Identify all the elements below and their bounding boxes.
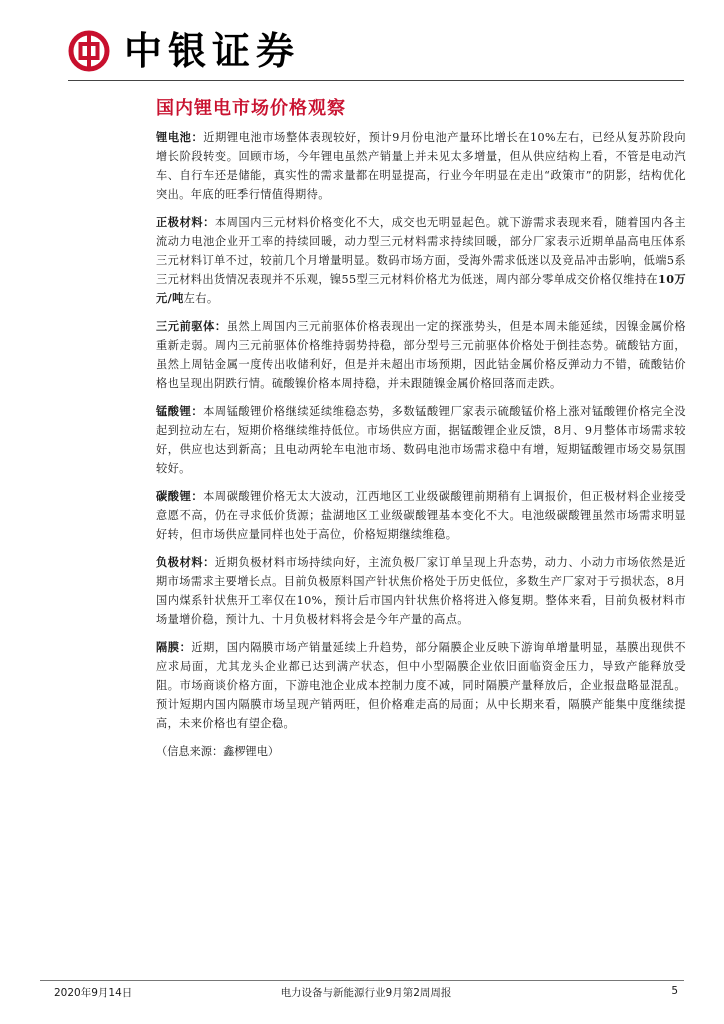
section-lmo xyxy=(156,402,686,478)
section-battery xyxy=(156,128,686,204)
section-cathode xyxy=(156,213,686,308)
brand-logo xyxy=(68,28,300,74)
footer-date: 2020年9月14日 xyxy=(54,987,133,999)
page-title: 国内锂电市场价格观察 xyxy=(156,98,346,119)
section-text: 近期负极材料市场持续向好，主流负极厂家订单呈现上升态势，动力、小动力市场依然是近期市场需求主要增长点。目前负极原料国产针状焦价格处于历史低位，多数生产厂家对于亏损状态，8月国内煤系针状焦开工率仅在10%，预计后市国内针状焦价格将进入修复期。整体来看，目前负极材料市场量增价稳，预计九、十月负极材料将会是今年产量的高点。 xyxy=(156,556,686,626)
section-separator xyxy=(156,638,686,733)
section-text: 本周国内三元材料价格变化不大，成交也无明显起色。就下游需求表现来看，随着国内各主流动力电池企业开工率的持续回暖，动力型三元材料需求持续回暖，部分厂家表示近期单晶高电压体系三元材料订单不过，较前几个月增量明显。数码市场方面，受海外需求低迷以及竞品冲击影响，低端5系三元材料出货情况表现并不乐观，镍55型三元材料价格尤为低迷，周内部分零单成交价格仅维持在 xyxy=(156,216,686,286)
section-text: 近期，国内隔膜市场产销量延续上升趋势，部分隔膜企业反映下游询单增量明显，基膜出现供不应求局面，尤其龙头企业都已达到满产状态，但中小型隔膜企业依旧面临资金压力，导致产能释放受阻。市场商谈价格方面，下游电池企业成本控制力度不减，同时隔膜产量释放后，企业报盘略显混乱。预计短期内国内隔膜市场呈现产销两旺，但价格难走高的局面；从中长期来看，隔膜产能集中度继续提高，未来价格也有望企稳。 xyxy=(156,641,687,730)
section-label: 三元前驱体： xyxy=(156,320,227,333)
section-text: 虽然上周国内三元前驱体价格表现出一定的探涨势头，但是本周未能延续，因镍金属价格重新走弱。周内三元前驱体价格维持弱势持稳，部分型号三元前驱体价格处于倒挂态势。硫酸钴方面，虽然上周钴金属一度传出收储利好，但是并未超出市场预期，因此钴金属价格反弹动力不错，硫酸钴价格也呈现出阴跌行情。硫酸镍价格本周持稳，并未跟随镍金属价格回落而走跌。 xyxy=(156,320,686,390)
section-text: 近期锂电池市场整体表现较好，预计9月份电池产量环比增长在10%左右，已经从复苏阶段向增长阶段转变。回顾市场，今年锂电虽然产销量上并未见太多增量，但从供应结构上看，不管是电动汽车、自行车还是储能，真实性的需求量都在明显提高，行业今年明显在走出“政策市”的阴影，结构优化突出。年底的旺季行情值得期待。 xyxy=(156,131,686,201)
brand-name: 中银证券 xyxy=(124,29,301,73)
header-divider xyxy=(68,80,684,81)
section-text-tail: 左右。 xyxy=(183,292,219,305)
page-number: 5 xyxy=(671,985,678,997)
section-label: 锂电池： xyxy=(156,131,204,144)
page-footer xyxy=(54,985,678,1001)
section-label: 碳酸锂： xyxy=(156,490,204,503)
section-label: 隔膜： xyxy=(156,641,192,654)
price-highlight: 10万元/吨 xyxy=(156,272,686,305)
section-text: 本周锰酸锂价格继续延续维稳态势，多数锰酸锂厂家表示硫酸锰价格上涨对锰酸锂价格完全没起到拉动左右，短期价格继续维持低位。市场供应方面，据锰酸锂企业反馈，8月、9月整体市场需求较好，供应也达到新高；且电动两轮车电池市场、数码电池市场需求稳中有增，短期锰酸锂市场交易氛围较好。 xyxy=(156,405,687,475)
section-anode xyxy=(156,553,686,629)
section-precursor xyxy=(156,317,686,393)
source-note: （信息来源：鑫椤锂电） xyxy=(156,745,280,758)
footer-divider xyxy=(40,980,684,981)
section-text: 本周碳酸锂价格无太大波动，江西地区工业级碳酸锂前期稍有上调报价，但正极材料企业接受意愿不高，仍在寻求低价货源；盐湖地区工业级碳酸锂基本变化不大。电池级碳酸锂虽然市场需求明显好转，但市场供应量同样也处于高位，价格短期继续维稳。 xyxy=(156,490,687,541)
section-lithium-carbonate xyxy=(156,487,686,544)
article-body xyxy=(156,128,686,761)
section-label: 负极材料： xyxy=(156,556,215,569)
section-label: 锰酸锂： xyxy=(156,405,204,418)
footer-report-title: 电力设备与新能源行业9月第2周周报 xyxy=(280,987,452,999)
section-label: 正极材料： xyxy=(156,216,215,229)
bank-of-china-logo-icon xyxy=(68,30,110,72)
